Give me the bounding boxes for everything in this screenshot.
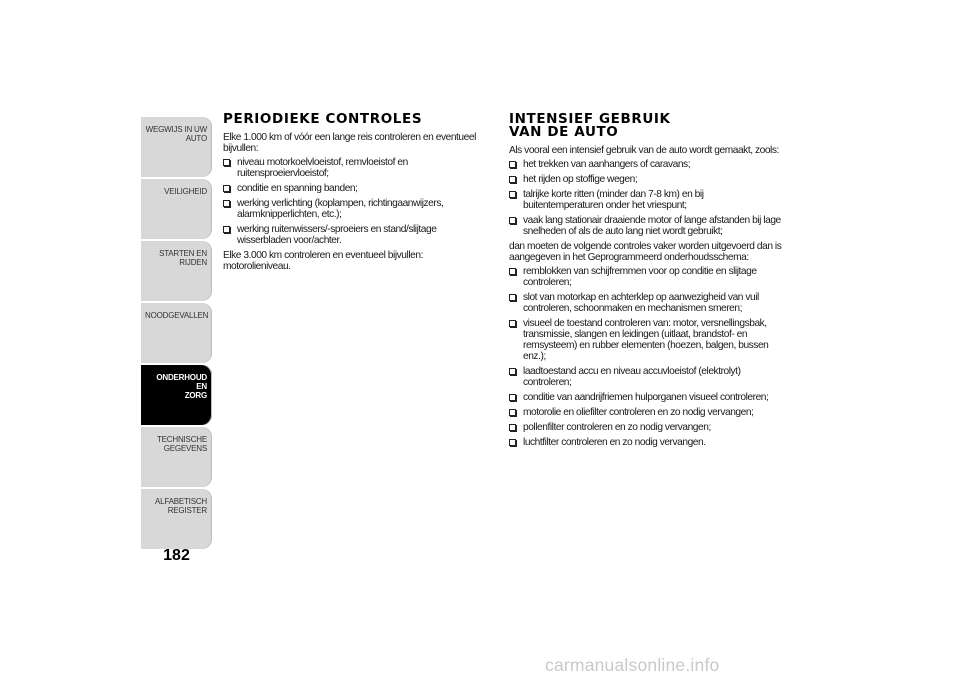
list-item-text: het trekken van aanhangers of caravans;: [523, 159, 691, 170]
watermark: carmanualsonline.info: [545, 655, 720, 675]
list-item-text: niveau motorkoelvloeistof, remvloeistof en ruitensproeiervloeistof;: [237, 157, 408, 179]
section-title: PERIODIEKE CONTROLES: [223, 111, 423, 127]
list-item: [223, 157, 485, 179]
list-item-text: conditie en spanning banden;: [237, 183, 358, 194]
tab-label-line: ZORG: [184, 391, 207, 400]
tab-label-line: ALFABETISCH: [154, 497, 207, 506]
tab-label-line: TECHNISCHE: [156, 435, 207, 444]
checkbox-icon: [223, 226, 230, 233]
list-item: [509, 266, 784, 288]
list-item-text: pollenfilter controleren en zo nodig vervangen;: [523, 422, 711, 433]
list-item: [223, 183, 485, 194]
list-item-text: visueel de toestand controleren van: motor, versnellingsbak, transmissie, slangen en leidingen (uitlaat, brandstof- en remsysteem) en rubber elementen (hoezen, balgen, bussen enz.);: [523, 318, 769, 362]
section-title-line: VAN DE AUTO: [509, 124, 619, 140]
list-item-text: slot van motorkap en achterklep op aanwezigheid van vuil controleren, schoonmaken en mechanismen smeren;: [523, 292, 759, 314]
checkbox-icon: [509, 409, 516, 416]
list-item: [509, 407, 784, 418]
checkbox-icon: [223, 185, 230, 192]
page-number: 182: [163, 547, 190, 564]
list-item-text: talrijke korte ritten (minder dan 7-8 km) en bij buitentemperaturen onder het vriespunt;: [523, 189, 704, 211]
list-item-text: laadtoestand accu en niveau accuvloeistof (elektrolyt) controleren;: [523, 366, 741, 388]
checkbox-icon: [509, 424, 516, 431]
checkbox-icon: [509, 268, 516, 275]
checkbox-icon: [223, 200, 230, 207]
middle-text: dan moeten de volgende controles vaker worden uitgevoerd dan is aangegeven in het Geprogrammeerd onderhoudsschema:: [509, 241, 782, 263]
list-item-text: conditie van aandrijfriemen hulporganen visueel controleren;: [523, 392, 769, 403]
list-item: [509, 189, 784, 211]
tab-label-line: VEILIGHEID: [164, 187, 207, 196]
list-item-text: motorolie en oliefilter controleren en zo nodig vervangen;: [523, 407, 754, 418]
list-item-text: remblokken van schijfremmen voor op conditie en slijtage controleren;: [523, 266, 757, 288]
tab-starten-en-rijden[interactable]: [141, 241, 212, 301]
checkbox-icon: [509, 294, 516, 301]
tab-label-line: GEGEVENS: [163, 444, 207, 453]
list-item: [509, 318, 784, 362]
tab-wegwijs[interactable]: [141, 117, 212, 177]
usage-list: [509, 159, 784, 237]
intro-text: Elke 1.000 km of vóór een lange reis controleren en eventueel bijvullen:: [223, 132, 476, 154]
checkbox-icon: [509, 320, 516, 327]
control-list: [509, 266, 784, 448]
list-item: [509, 422, 784, 433]
list-item: [223, 224, 485, 246]
intro-text: Als vooral een intensief gebruik van de auto wordt gemaakt, zools:: [509, 145, 779, 156]
checkbox-icon: [223, 159, 230, 166]
checkbox-icon: [509, 368, 516, 375]
tab-onderhoud-en-zorg[interactable]: [141, 365, 212, 425]
list-item: [509, 159, 784, 170]
checkbox-icon: [509, 394, 516, 401]
section-title-line: INTENSIEF GEBRUIK: [509, 111, 671, 127]
list-item-text: werking verlichting (koplampen, richtingaanwijzers, alarmknipperlichten, etc.);: [237, 198, 444, 220]
checkbox-icon: [509, 176, 516, 183]
checkbox-icon: [509, 161, 516, 168]
check-list: [223, 157, 485, 246]
periodic-checks-section: [223, 113, 485, 272]
tab-veiligheid[interactable]: [141, 179, 212, 239]
list-item: [509, 215, 784, 237]
list-item: [509, 392, 784, 403]
list-item-text: luchtfilter controleren en zo nodig vervangen.: [523, 437, 706, 448]
outro-text: Elke 3.000 km controleren en eventueel bijvullen: motorolieniveau.: [223, 250, 423, 272]
section-title: [509, 113, 784, 139]
sidebar-tabs: [141, 117, 212, 551]
checkbox-icon: [509, 217, 516, 224]
list-item: [509, 437, 784, 448]
tab-alfabetisch-register[interactable]: [141, 489, 212, 549]
tab-label-line: WEGWIJS IN UW: [145, 125, 207, 134]
checkbox-icon: [509, 439, 516, 446]
list-item-text: vaak lang stationair draaiende motor of lange afstanden bij lage snelheden of als de auto lang niet wordt gebruikt;: [523, 215, 781, 237]
checkbox-icon: [509, 191, 516, 198]
tab-label-line: NOODGEVALLEN: [145, 311, 209, 320]
tab-label-line: AUTO: [185, 134, 207, 143]
tab-technische-gegevens[interactable]: [141, 427, 212, 487]
tab-label-line: STARTEN EN RIJDEN: [159, 249, 207, 267]
list-item: [509, 366, 784, 388]
list-item: [509, 174, 784, 185]
intensive-use-section: [509, 113, 784, 452]
tab-label-line: ONDERHOUD EN: [156, 373, 207, 391]
list-item-text: het rijden op stoffige wegen;: [523, 174, 638, 185]
tab-noodgevallen[interactable]: [141, 303, 212, 363]
tab-label-line: REGISTER: [167, 506, 207, 515]
list-item-text: werking ruitenwissers/-sproeiers en stand/slijtage wisserbladen voor/achter.: [237, 224, 437, 246]
list-item: [223, 198, 485, 220]
list-item: [509, 292, 784, 314]
